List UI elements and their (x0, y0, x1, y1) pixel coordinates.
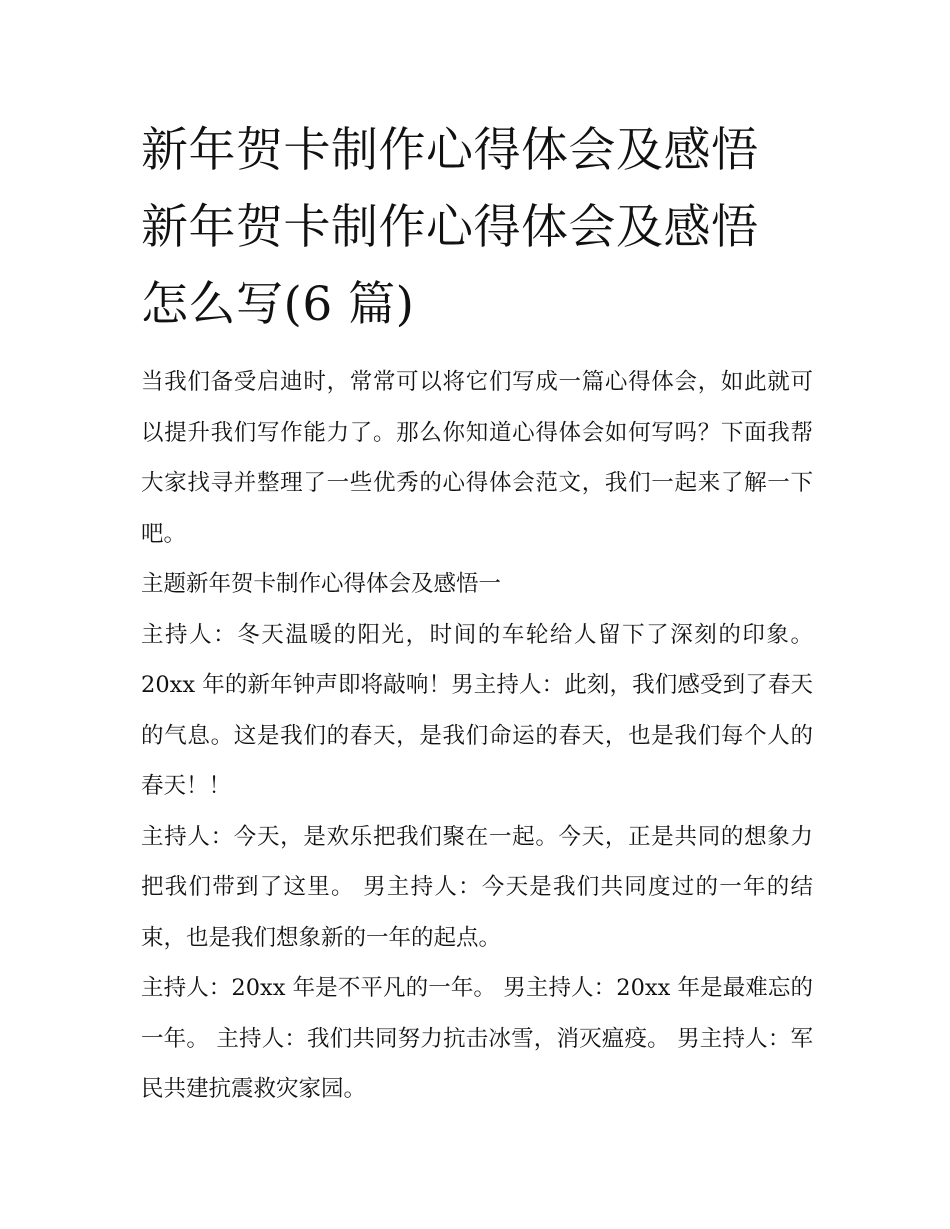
body-paragraph-1: 主持人：冬天温暖的阳光，时间的车轮给人留下了深刻的印象。20xx 年的新年钟声即将敲响！男主持人：此刻，我们感受到了春天的气息。这是我们的春天，是我们命运的春天，也是我们每个人的春天！！ (141, 621, 813, 799)
title-line-2: 新年贺卡制作心得体会及感悟 (141, 200, 759, 255)
section-heading: 主题新年贺卡制作心得体会及感悟一 (141, 571, 502, 597)
document-page (141, 112, 813, 1115)
document-title (141, 112, 813, 343)
title-line-1: 新年贺卡制作心得体会及感悟 (141, 123, 759, 178)
body-paragraph-2: 主持人：今天，是欢乐把我们聚在一起。今天，正是共同的想象力把我们带到了这里。 男主持人：今天是我们共同度过的一年的结束，也是我们想象新的一年的起点。 (141, 823, 813, 951)
intro-paragraph: 当我们备受启迪时，常常可以将它们写成一篇心得体会，如此就可以提升我们写作能力了。那么你知道心得体会如何写吗？下面我帮大家找寻并整理了一些优秀的心得体会范文，我们一起来了解一下吧。 (141, 369, 813, 547)
title-line-3: 怎么写(6 篇) (141, 277, 415, 332)
document-body (141, 357, 813, 1115)
body-paragraph-3: 主持人：20xx 年是不平凡的一年。 男主持人：20xx 年是最难忘的一年。 主持人：我们共同努力抗击冰雪，消灭瘟疫。 男主持人：军民共建抗震救灾家园。 (141, 975, 813, 1102)
